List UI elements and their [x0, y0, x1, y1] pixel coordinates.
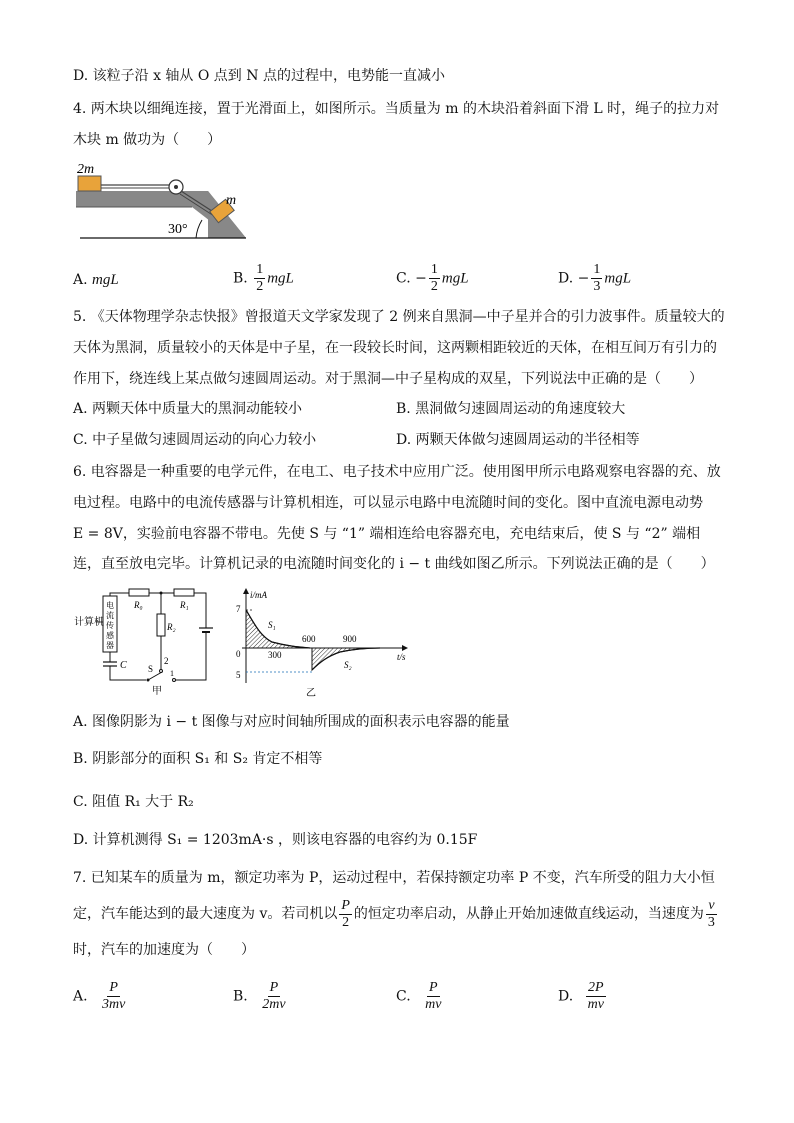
label-2m: 2m — [77, 162, 95, 177]
y-axis-label: i/mA — [250, 590, 267, 600]
q4-option-b: B. $\frac{1}{2}$ mgL — [233, 262, 294, 294]
q6-option-b: B. 阴影部分的面积 S₁ 和 S₂ 肯定不相等 — [73, 751, 323, 767]
q4-stem-line2: 木块 m 做功为（ ） — [73, 132, 222, 148]
q5-option-b: B. 黑洞做匀速圆周运动的角速度较大 — [396, 401, 626, 417]
q5-option-d: D. 两颗天体做匀速圆周运动的半径相等 — [396, 432, 640, 448]
switch-label: S — [148, 664, 154, 674]
resistor-r2 — [157, 614, 165, 636]
q6-option-d: D. 计算机测得 S₁ = 1203mA·s ，则该电容器的电容约为 0.15F — [73, 832, 478, 848]
svg-text:电: 电 — [106, 601, 114, 610]
q4-option-c: C. − $\frac{1}{2}$ mgL — [396, 262, 469, 294]
q4-option-d: D. − $\frac{1}{3}$ mgL — [558, 262, 632, 294]
q6-stem-line4: 连，直至放电完毕。计算机记录的电流随时间变化的 i − t 曲线如图乙所示。下列说法正确的是（ ） — [73, 556, 715, 572]
svg-text:器: 器 — [106, 641, 114, 650]
svg-text:感: 感 — [106, 631, 114, 640]
q7-option-b: B. $\frac{P}{2mv}$ — [233, 980, 286, 1012]
y-tick-5: 5 — [236, 670, 241, 680]
r0-label: R₀ — [134, 600, 143, 610]
x-tick-600: 600 — [302, 634, 316, 644]
s1-label: S₁ — [268, 620, 276, 630]
y-tick-7: 7 — [236, 604, 241, 614]
resistor-r0 — [129, 589, 149, 596]
q3-option-d: D. 该粒子沿 x 轴从 O 点到 N 点的过程中，电势能一直减小 — [73, 68, 445, 84]
terminal-2-label: 2 — [164, 656, 169, 666]
capacitor-label: C — [120, 660, 127, 671]
q6-current-time-graph — [232, 588, 412, 698]
s2-label: S₂ — [344, 660, 352, 670]
q5-option-a: A. 两颗天体中质量大的黑洞动能较小 — [73, 401, 303, 417]
q5-stem-line3: 作用下，绕连线上某点做匀速圆周运动。对于黑洞—中子星构成的双星，下列说法中正确的是（ ） — [73, 371, 703, 387]
block-2m — [78, 176, 101, 191]
r2-label: R₂ — [167, 622, 176, 632]
q5-stem-line1: 5. 《天体物理学杂志快报》曾报道天文学家发现了 2 例来自黑洞—中子星并合的引力波事件。质量较大的 — [73, 309, 725, 325]
shaded-area-s1 — [246, 610, 310, 648]
x-axis-label: t/s — [397, 652, 406, 662]
computer-label: 计算机 — [74, 617, 104, 628]
q7-option-d: D. $\frac{2P}{mv}$ — [558, 980, 604, 1012]
q6-option-c: C. 阻值 R₁ 大于 R₂ — [73, 794, 194, 810]
x-tick-900: 900 — [343, 634, 357, 644]
q6-stem-line2: 电过程。电路中的电流传感器与计算机相连，可以显示电路中电流随时间的变化。图中直流电源电动势 — [73, 495, 703, 511]
q7-option-a: A. $\frac{P}{3mv}$ — [73, 980, 126, 1012]
q5-option-c: C. 中子星做匀速圆周运动的向心力较小 — [73, 432, 317, 448]
origin-label: 0 — [236, 649, 241, 659]
q7-stem-line3: 时，汽车的加速度为（ ） — [73, 942, 255, 958]
q6-stem-line3: E = 8V，实验前电容器不带电。先使 S 与 “1” 端相连给电容器充电，充电结束后，使 S 与 “2” 端相 — [73, 526, 701, 542]
q6-option-a: A. 图像阴影为 i − t 图像与对应时间轴所围成的面积表示电容器的能量 — [73, 714, 510, 730]
q4-stem-line1: 4. 两木块以细绳连接，置于光滑面上，如图所示。当质量为 m 的木块沿着斜面下滑 L 时，绳子的拉力对 — [73, 101, 720, 117]
q6-circuit-figure — [74, 588, 224, 698]
terminal-1-label: 1 — [170, 669, 174, 678]
x-tick-300: 300 — [268, 650, 282, 660]
angle-label: 30° — [168, 222, 188, 237]
q7-stem-line2: 定，汽车能达到的最大速度为 v。若司机以 $\frac{P}{2}$ 的恒定功率启动，从静止开始加速做直线运动，当速度为 $\frac{v}{3}$ — [73, 897, 715, 930]
graph-caption: 乙 — [306, 688, 316, 698]
r1-label: R₁ — [180, 600, 189, 610]
resistor-r1 — [174, 589, 194, 596]
q7-option-c: C. $\frac{P}{mv}$ — [396, 980, 442, 1012]
q4-option-a: A. mgL — [73, 272, 119, 288]
q5-stem-line2: 天体为黑洞，质量较小的天体是中子星，在一段较长时间，这两颗相距较近的天体，在相互间万有引力的 — [73, 340, 717, 356]
q7-stem-line1: 7. 已知某车的质量为 m，额定功率为 P，运动过程中，若保持额定功率 P 不变，汽车所受的阻力大小恒 — [73, 870, 715, 886]
label-m: m — [226, 193, 237, 208]
q6-stem-line1: 6. 电容器是一种重要的电学元件，在电工、电子技术中应用广泛。使用图甲所示电路观察电容器的充、放 — [73, 464, 721, 480]
svg-text:流: 流 — [106, 611, 114, 620]
q4-incline-figure — [74, 160, 254, 244]
svg-text:传: 传 — [106, 621, 114, 630]
circuit-caption: 甲 — [152, 686, 162, 697]
